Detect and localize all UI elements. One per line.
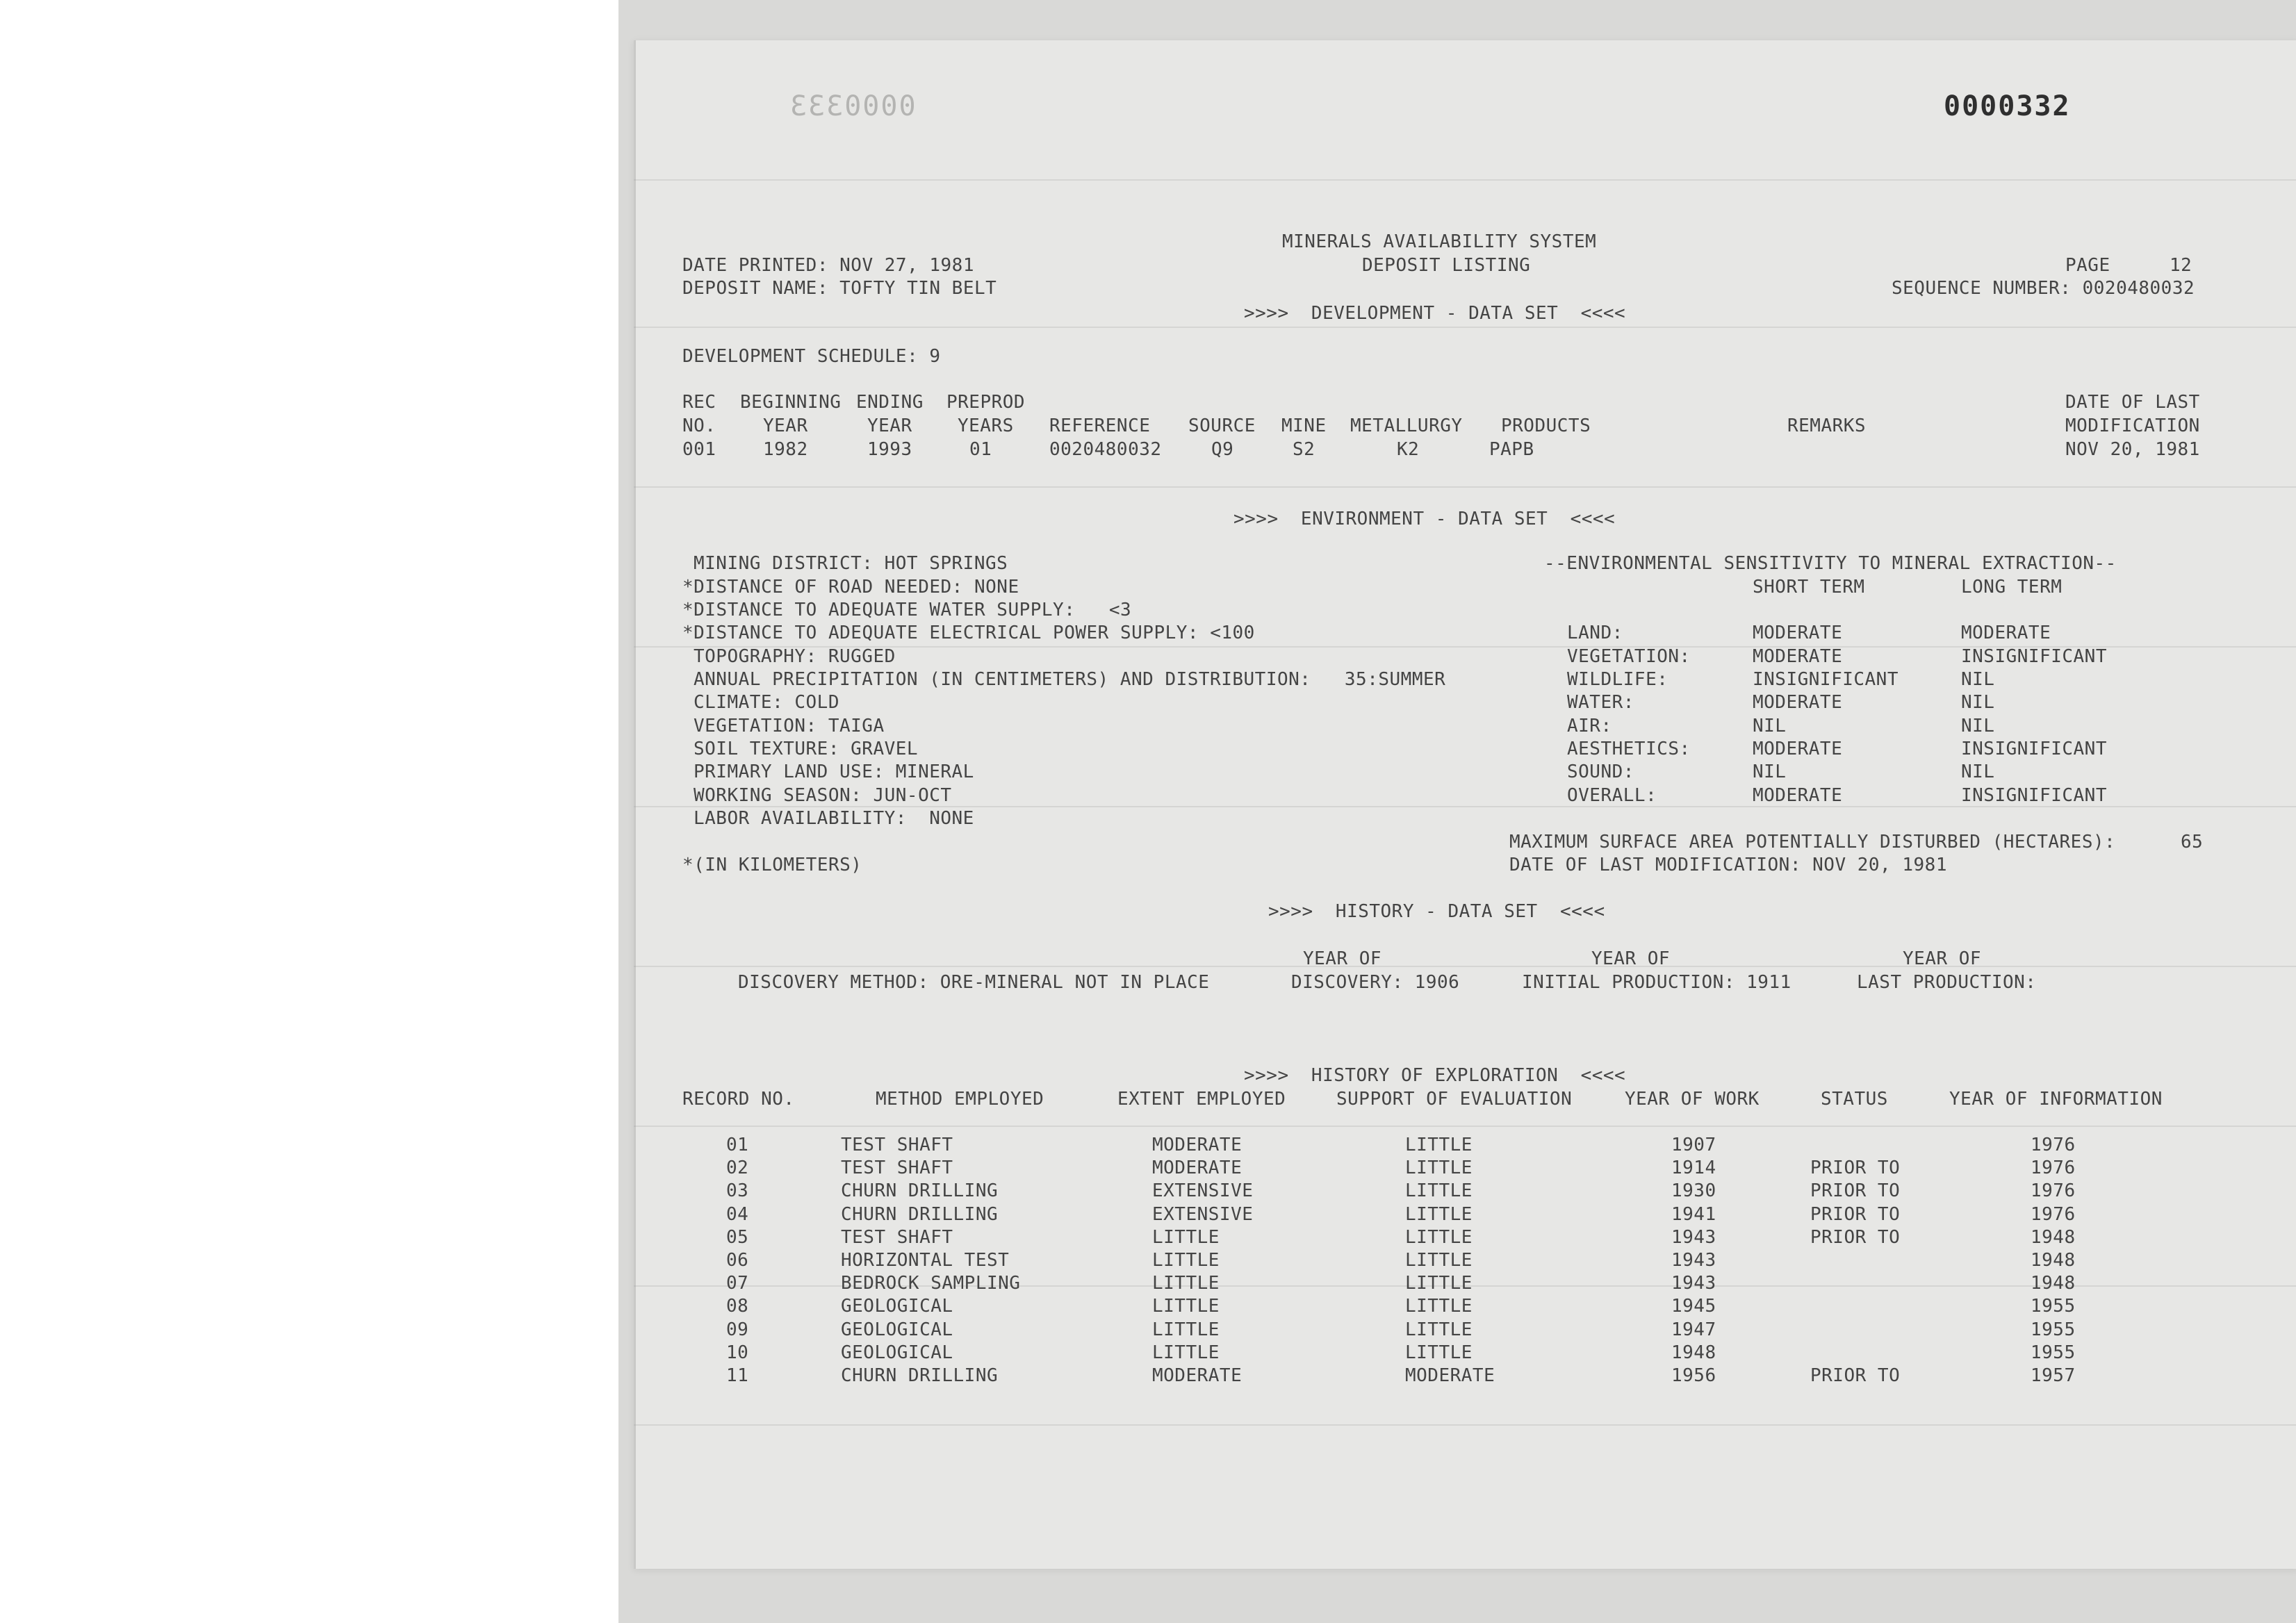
sens-label: AESTHETICS:: [1567, 739, 1691, 759]
expl-cell-method: GEOLOGICAL: [841, 1319, 953, 1340]
dev-head-reference: REFERENCE: [1049, 415, 1151, 436]
page-label: PAGE: [2065, 255, 2110, 276]
expl-cell-no: 07: [726, 1273, 749, 1294]
expl-cell-info: 1955: [2031, 1296, 2076, 1317]
expl-cell-year: 1947: [1671, 1319, 1716, 1340]
expl-cell-support: LITTLE: [1405, 1157, 1473, 1179]
expl-cell-status: PRIOR TO: [1810, 1180, 1901, 1202]
sequence-number: SEQUENCE NUMBER: 0020480032: [1892, 278, 2195, 299]
env-last-modification: DATE OF LAST MODIFICATION: NOV 20, 1981: [1509, 855, 1947, 875]
sens-long: NIL: [1961, 692, 1995, 713]
paper-rule: [634, 179, 2296, 181]
sens-long: NIL: [1961, 716, 1995, 736]
dev-head-beginning: BEGINNING: [740, 392, 842, 413]
dev-head-date-of-last: DATE OF LAST: [2065, 392, 2200, 413]
expl-cell-support: LITTLE: [1405, 1342, 1473, 1363]
expl-cell-year: 1941: [1671, 1203, 1716, 1225]
expl-head-support: SUPPORT OF EVALUATION: [1336, 1089, 1573, 1110]
expl-cell-year: 1943: [1671, 1250, 1716, 1271]
expl-cell-extent: EXTENSIVE: [1152, 1180, 1254, 1202]
expl-cell-info: 1948: [2031, 1250, 2076, 1271]
date-printed: DATE PRINTED: NOV 27, 1981: [682, 255, 974, 276]
dev-head-no: NO.: [682, 415, 716, 436]
expl-cell-support: LITTLE: [1405, 1319, 1473, 1340]
expl-cell-support: LITTLE: [1405, 1135, 1473, 1155]
exploration-section-title: >>>> HISTORY OF EXPLORATION <<<<: [1244, 1065, 1626, 1086]
sens-short: INSIGNIFICANT: [1753, 669, 1899, 690]
sens-short: MODERATE: [1753, 623, 1843, 643]
dev-head-year-e: YEAR: [867, 415, 912, 436]
expl-cell-info: 1976: [2031, 1180, 2076, 1202]
dev-row-no: 001: [682, 439, 716, 460]
expl-cell-status: PRIOR TO: [1810, 1157, 1901, 1179]
expl-cell-extent: MODERATE: [1152, 1135, 1243, 1155]
expl-cell-year: 1914: [1671, 1157, 1716, 1179]
development-section-title: >>>> DEVELOPMENT - DATA SET <<<<: [1244, 303, 1626, 324]
expl-head-method: METHOD EMPLOYED: [876, 1089, 1044, 1110]
expl-cell-support: LITTLE: [1405, 1296, 1473, 1317]
sens-long: INSIGNIFICANT: [1961, 785, 2107, 806]
expl-cell-year: 1943: [1671, 1226, 1716, 1248]
expl-head-extent: EXTENT EMPLOYED: [1117, 1089, 1286, 1110]
expl-cell-extent: MODERATE: [1152, 1365, 1243, 1386]
max-area-value: 65: [2181, 832, 2204, 852]
env-footnote: *(IN KILOMETERS): [682, 855, 862, 875]
expl-cell-extent: MODERATE: [1152, 1157, 1243, 1179]
sens-label: AIR:: [1567, 716, 1612, 736]
sens-label: OVERALL:: [1567, 785, 1657, 806]
sens-long: NIL: [1961, 669, 1995, 690]
dev-row-reference: 0020480032: [1049, 439, 1162, 460]
env-left-11: LABOR AVAILABILITY: NONE: [694, 808, 974, 829]
environment-section-title: >>>> ENVIRONMENT - DATA SET <<<<: [1233, 509, 1616, 529]
page-number: 12: [2170, 255, 2192, 276]
expl-cell-method: TEST SHAFT: [841, 1135, 953, 1155]
dev-head-modification: MODIFICATION: [2065, 415, 2200, 436]
development-schedule: DEVELOPMENT SCHEDULE: 9: [682, 346, 941, 367]
expl-head-info: YEAR OF INFORMATION: [1949, 1089, 2163, 1110]
sens-label: SOUND:: [1567, 761, 1634, 782]
sens-long: INSIGNIFICANT: [1961, 739, 2107, 759]
expl-cell-no: 03: [726, 1180, 749, 1202]
expl-cell-no: 08: [726, 1296, 749, 1317]
expl-cell-extent: LITTLE: [1152, 1273, 1220, 1294]
expl-cell-extent: EXTENSIVE: [1152, 1203, 1254, 1225]
expl-cell-no: 05: [726, 1226, 749, 1248]
expl-cell-method: CHURN DRILLING: [841, 1365, 999, 1386]
page-id-stamp: 0000332: [1944, 90, 2071, 122]
expl-cell-extent: LITTLE: [1152, 1342, 1220, 1363]
dev-row-products: PAPB: [1489, 439, 1534, 460]
initial-production: INITIAL PRODUCTION: 1911: [1522, 972, 1791, 993]
dev-head-ending: ENDING: [856, 392, 924, 413]
expl-cell-no: 01: [726, 1135, 749, 1155]
dev-row-years: 01: [969, 439, 992, 460]
paper-rule: [634, 1126, 2296, 1127]
env-left-8: SOIL TEXTURE: GRAVEL: [694, 739, 919, 759]
dev-row-date: NOV 20, 1981: [2065, 439, 2200, 460]
expl-cell-no: 02: [726, 1157, 749, 1179]
env-left-7: VEGETATION: TAIGA: [694, 716, 885, 736]
dev-head-year-b: YEAR: [763, 415, 808, 436]
sens-short: NIL: [1753, 761, 1787, 782]
expl-cell-info: 1976: [2031, 1135, 2076, 1155]
env-left-1: *DISTANCE OF ROAD NEEDED: NONE: [682, 577, 1019, 598]
expl-cell-info: 1948: [2031, 1273, 2076, 1294]
expl-cell-status: PRIOR TO: [1810, 1226, 1901, 1248]
last-production: LAST PRODUCTION:: [1857, 972, 2037, 993]
expl-cell-method: TEST SHAFT: [841, 1226, 953, 1248]
sens-short: MODERATE: [1753, 692, 1843, 713]
discovery-method: DISCOVERY METHOD: ORE-MINERAL NOT IN PLACE: [738, 972, 1210, 993]
env-left-10: WORKING SEASON: JUN-OCT: [694, 785, 952, 806]
expl-cell-status: PRIOR TO: [1810, 1365, 1901, 1386]
env-left-6: CLIMATE: COLD: [694, 692, 839, 713]
sens-short: MODERATE: [1753, 646, 1843, 667]
expl-head-status: STATUS: [1821, 1089, 1888, 1110]
expl-cell-method: BEDROCK SAMPLING: [841, 1273, 1021, 1294]
expl-cell-info: 1955: [2031, 1319, 2076, 1340]
expl-cell-year: 1907: [1671, 1135, 1716, 1155]
long-term-header: LONG TERM: [1961, 577, 2063, 598]
dev-head-metallurgy: METALLURGY: [1350, 415, 1463, 436]
expl-cell-info: 1948: [2031, 1226, 2076, 1248]
expl-cell-method: CHURN DRILLING: [841, 1180, 999, 1202]
year-of-initial-label: YEAR OF: [1591, 948, 1671, 969]
short-term-header: SHORT TERM: [1753, 577, 1865, 598]
dev-row-metallurgy: K2: [1397, 439, 1420, 460]
sens-short: MODERATE: [1753, 739, 1843, 759]
expl-cell-no: 09: [726, 1319, 749, 1340]
expl-head-year: YEAR OF WORK: [1625, 1089, 1760, 1110]
env-left-4: TOPOGRAPHY: RUGGED: [694, 646, 896, 667]
sens-label: WATER:: [1567, 692, 1634, 713]
dev-row-year-e: 1993: [867, 439, 912, 460]
paper-rule: [634, 966, 2296, 967]
year-of-discovery-label: YEAR OF: [1303, 948, 1382, 969]
sens-short: NIL: [1753, 716, 1787, 736]
expl-cell-year: 1948: [1671, 1342, 1716, 1363]
dev-head-preprod: PREPROD: [946, 392, 1026, 413]
sens-long: INSIGNIFICANT: [1961, 646, 2107, 667]
dev-row-year-b: 1982: [763, 439, 808, 460]
paper-rule: [634, 486, 2296, 488]
expl-cell-extent: LITTLE: [1152, 1226, 1220, 1248]
expl-cell-no: 10: [726, 1342, 749, 1363]
dev-head-years: YEARS: [958, 415, 1014, 436]
dev-head-rec: REC: [682, 392, 716, 413]
expl-cell-status: PRIOR TO: [1810, 1203, 1901, 1225]
sens-label: VEGETATION:: [1567, 646, 1691, 667]
expl-cell-extent: LITTLE: [1152, 1319, 1220, 1340]
expl-cell-support: LITTLE: [1405, 1250, 1473, 1271]
expl-cell-year: 1945: [1671, 1296, 1716, 1317]
expl-cell-method: HORIZONTAL TEST: [841, 1250, 1010, 1271]
sens-long: MODERATE: [1961, 623, 2051, 643]
history-section-title: >>>> HISTORY - DATA SET <<<<: [1268, 901, 1605, 922]
expl-cell-info: 1976: [2031, 1203, 2076, 1225]
env-left-0: MINING DISTRICT: HOT SPRINGS: [694, 553, 1008, 574]
max-area-label: MAXIMUM SURFACE AREA POTENTIALLY DISTURBED (HECTARES):: [1509, 832, 2116, 852]
expl-cell-no: 11: [726, 1365, 749, 1386]
expl-cell-method: CHURN DRILLING: [841, 1203, 999, 1225]
env-left-3: *DISTANCE TO ADEQUATE ELECTRICAL POWER SUPPLY: <100: [682, 623, 1255, 643]
env-left-9: PRIMARY LAND USE: MINERAL: [694, 761, 974, 782]
listing-title: DEPOSIT LISTING: [1362, 255, 1531, 276]
expl-cell-no: 04: [726, 1203, 749, 1225]
expl-cell-support: LITTLE: [1405, 1203, 1473, 1225]
system-title: MINERALS AVAILABILITY SYSTEM: [1282, 231, 1597, 252]
dev-row-source: Q9: [1211, 439, 1234, 460]
expl-head-record: RECORD NO.: [682, 1089, 795, 1110]
deposit-name: DEPOSIT NAME: TOFTY TIN BELT: [682, 278, 997, 299]
dev-head-remarks: REMARKS: [1787, 415, 1867, 436]
dev-row-mine: S2: [1293, 439, 1315, 460]
expl-cell-method: TEST SHAFT: [841, 1157, 953, 1179]
sens-label: LAND:: [1567, 623, 1623, 643]
dev-head-products: PRODUCTS: [1501, 415, 1591, 436]
sens-short: MODERATE: [1753, 785, 1843, 806]
expl-cell-extent: LITTLE: [1152, 1250, 1220, 1271]
expl-cell-year: 1943: [1671, 1273, 1716, 1294]
expl-cell-support: LITTLE: [1405, 1226, 1473, 1248]
sens-label: WILDLIFE:: [1567, 669, 1668, 690]
expl-cell-support: MODERATE: [1405, 1365, 1495, 1386]
env-left-2: *DISTANCE TO ADEQUATE WATER SUPPLY: <3: [682, 600, 1132, 620]
expl-cell-no: 06: [726, 1250, 749, 1271]
expl-cell-method: GEOLOGICAL: [841, 1296, 953, 1317]
discovery-year: DISCOVERY: 1906: [1291, 972, 1460, 993]
ghost-page-id: 0000333: [789, 90, 916, 122]
expl-cell-method: GEOLOGICAL: [841, 1342, 953, 1363]
paper-rule: [634, 1424, 2296, 1426]
expl-cell-year: 1930: [1671, 1180, 1716, 1202]
expl-cell-info: 1957: [2031, 1365, 2076, 1386]
paper-rule: [634, 806, 2296, 807]
sensitivity-title: --ENVIRONMENTAL SENSITIVITY TO MINERAL EXTRACTION--: [1544, 553, 2117, 574]
expl-cell-support: LITTLE: [1405, 1180, 1473, 1202]
paper-rule: [634, 327, 2296, 328]
expl-cell-extent: LITTLE: [1152, 1296, 1220, 1317]
year-of-last-label: YEAR OF: [1903, 948, 1982, 969]
sens-long: NIL: [1961, 761, 1995, 782]
expl-cell-info: 1955: [2031, 1342, 2076, 1363]
env-left-5: ANNUAL PRECIPITATION (IN CENTIMETERS) AND DISTRIBUTION: 35:SUMMER: [694, 669, 1446, 690]
dev-head-mine: MINE: [1281, 415, 1327, 436]
expl-cell-year: 1956: [1671, 1365, 1716, 1386]
expl-cell-info: 1976: [2031, 1157, 2076, 1179]
expl-cell-support: LITTLE: [1405, 1273, 1473, 1294]
dev-head-source: SOURCE: [1188, 415, 1256, 436]
